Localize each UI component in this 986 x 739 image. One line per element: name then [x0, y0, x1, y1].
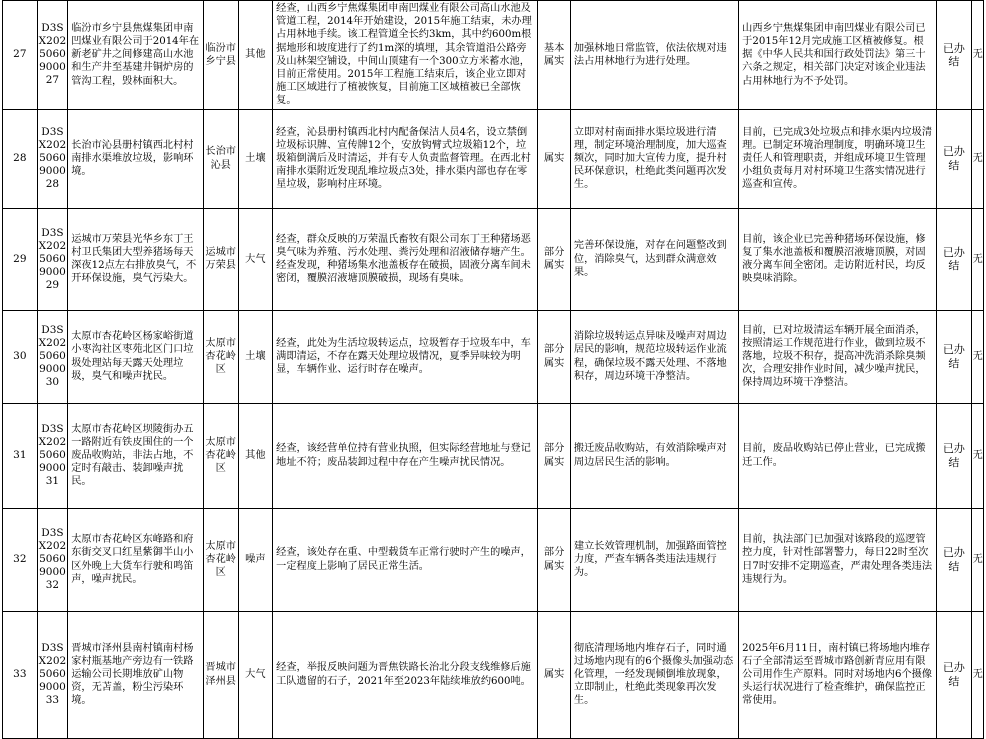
accountability: 无: [971, 310, 983, 403]
administrative-region: 太原市杏花岭区: [203, 403, 238, 508]
verification-result: 部分属实: [538, 208, 571, 310]
row-number: 31: [3, 403, 38, 508]
investigation-findings: 经查，沁县册村镇西北村内配备保洁人员4名，设立禁倒垃圾标识牌、宣传牌12个，安放钩臂式垃圾箱12个，垃圾箱倒满后及时清运，并有专人负责监督管理。在西北村南排水渠附近发现乱堆垃圾点3处，排水渠内部也存在零星垃圾，影响村庄环境。: [273, 109, 538, 208]
pollution-type: 大气: [238, 208, 273, 310]
verification-result: 部分属实: [538, 403, 571, 508]
case-code: D3SX2025060900033: [37, 611, 68, 738]
row-number: 27: [3, 1, 38, 110]
case-status: 已办结: [937, 508, 972, 611]
table-row: [3, 611, 984, 738]
investigation-findings: 经查，群众反映的万荣温氏畜牧有限公司东丁王种猪场恶臭气味为养殖、污水处理、粪污处理和沼液储存塘产生。经查发现，种猪场集水池盖板存在破损，固液分离车间未密闭，覆膜沼液塘顶膜破损，现场有臭味。: [273, 208, 538, 310]
pollution-type: 其他: [238, 1, 273, 110]
accountability: 无: [971, 508, 983, 611]
rectification-measures: 加强林地日常监管，依法依规对违法占用林地行为进行处理。: [570, 1, 738, 110]
pollution-type: 土壤: [238, 109, 273, 208]
rectification-progress: 目前，该企业已完善种猪场环保设施，修复了集水池盖板和覆膜沼液塘顶膜，对固液分离车间全密闭。走访附近村民，均反映臭味消除。: [739, 208, 937, 310]
case-status: 已办结: [937, 310, 972, 403]
complaint-content: 太原市杏花岭区东峰路和府东街交叉口红星紫御半山小区外晚上大货车行驶和鸣笛声，噪声扰民。: [68, 508, 204, 611]
rectification-progress: 目前，执法部门已加强对该路段的巡逻管控力度，针对性部署警力，每日22时至次日7时安排不定期巡查，严肃处理各类违法违规行为。: [739, 508, 937, 611]
row-number: 29: [3, 208, 38, 310]
complaint-content: 太原市杏花岭区杨家峪街道小枣沟社区枣苑北区门口垃圾处理站每天露天处理垃圾，臭气和噪声扰民。: [68, 310, 204, 403]
case-code: D3SX2025060900028: [37, 109, 68, 208]
case-status: 已办结: [937, 403, 972, 508]
table-row: [3, 1, 984, 110]
rectification-measures: 建立长效管理机制，加强路面管控力度，严查车辆各类违法违规行为。: [570, 508, 738, 611]
administrative-region: 运城市万荣县: [203, 208, 238, 310]
table-row: [3, 508, 984, 611]
table-row: [3, 208, 984, 310]
rectification-progress: 2025年6月11日，南村镇已将场地内堆存石子全部清运至晋城市路创新青应用有限公司用作生产原料。同时对场地内6个摄像头运行状况进行了检查维护，确保监控正常使用。: [739, 611, 937, 738]
accountability: 无: [971, 109, 983, 208]
case-code: D3SX2025060900027: [37, 1, 68, 110]
pollution-type: 土壤: [238, 310, 273, 403]
case-status: 已办结: [937, 208, 972, 310]
case-status: 已办结: [937, 611, 972, 738]
accountability: 无: [971, 208, 983, 310]
table-row: [3, 109, 984, 208]
table-row: [3, 403, 984, 508]
administrative-region: 临汾市乡宁县: [203, 1, 238, 110]
complaint-content: 晋城市泽州县南村镇南村杨家村瓶基地产旁边有一铁路运输公司长期堆放矿山物资，无苫盖，粉尘污染环境。: [68, 611, 204, 738]
rectification-measures: 消除垃圾转运点异味及噪声对周边居民的影响，规范垃圾转运作业流程，确保垃圾不露天处理、不落地积存，周边环境干净整洁。: [570, 310, 738, 403]
administrative-region: 太原市杏花岭区: [203, 508, 238, 611]
case-code: D3SX2025060900029: [37, 208, 68, 310]
pollution-type: 大气: [238, 611, 273, 738]
complaint-content: 临汾市乡宁县焦煤集团申南凹煤业有限公司于2014年在新老矿井之间修建高山水池和生产井至基建井铜炉房的管沟工程，毁林面积大。: [68, 1, 204, 110]
administrative-region: 太原市杏花岭区: [203, 310, 238, 403]
rectification-progress: 目前，已对垃圾清运车辆开展全面消杀，按照清运工作规范进行作业，做到垃圾不落地，垃圾不积存，提高冲洗消杀除臭频次，合理安排作业时间，减少噪声扰民，保持周边环境干净整洁。: [739, 310, 937, 403]
row-number: 28: [3, 109, 38, 208]
investigation-findings: 经查，该经营单位持有营业执照，但实际经营地址与登记地址不符；废品装卸过程中存在产生噪声扰民情况。: [273, 403, 538, 508]
row-number: 33: [3, 611, 38, 738]
case-code: D3SX2025060900032: [37, 508, 68, 611]
rectification-progress: 目前，已完成3处垃圾点和排水渠内垃圾清理。已制定环境治理制度，明确环境卫生责任人和管理职责，并组成环境卫生管理小组负责每月对村环境卫生落实情况进行巡查和宣传。: [739, 109, 937, 208]
complaint-content: 长治市沁县册村镇西北村村南排水渠堆放垃圾，影响环境。: [68, 109, 204, 208]
administrative-region: 晋城市泽州县: [203, 611, 238, 738]
case-status: 已办结: [937, 109, 972, 208]
case-code: D3SX2025060900030: [37, 310, 68, 403]
complaint-content: 运城市万荣县光华乡东丁王村卫氏集团大型养猪场每天深夜12点左右排放臭气，不开环保设施，臭气污染大。: [68, 208, 204, 310]
case-table: [2, 0, 984, 739]
verification-result: 属实: [538, 611, 571, 738]
case-status: 已办结: [937, 1, 972, 110]
rectification-measures: 搬迁废品收购站，有效消除噪声对周边居民生活的影响。: [570, 403, 738, 508]
rectification-measures: 完善环保设施，对存在问题整改到位，消除臭气，达到群众满意效果。: [570, 208, 738, 310]
investigation-findings: 经查，山西乡宁焦煤集团申南凹煤业有限公司高山水池及管道工程，2014年开始建设，2015年施工结束，未办理占用林地手续。该工程管道全长约3km，其中约600m根据地形和坡度进行了约1m深的填埋，其余管道沿公路旁及山林架空铺设，中间山顶建有一个300立方米蓄水池，目前正常使用。2015年工程施工结束后，该企业立即对施工区域进行了植被恢复，目前施工区域植被已全部恢复。: [273, 1, 538, 110]
pollution-type: 其他: [238, 403, 273, 508]
verification-result: 部分属实: [538, 310, 571, 403]
investigation-findings: 经查，该处存在重、中型载货车正常行驶时产生的噪声，一定程度上影响了居民正常生活。: [273, 508, 538, 611]
verification-result: 属实: [538, 109, 571, 208]
accountability: 无: [971, 403, 983, 508]
complaint-content: 太原市杏花岭区坝陵街办五一路附近有铁皮围住的一个废品收购站，非法占地，不定时有敲击、装卸噪声扰民。: [68, 403, 204, 508]
investigation-findings: 经查，举报反映问题为晋焦铁路长治北分段支线维修后施工队遗留的石子，2021年至2023年陆续堆放约600吨。: [273, 611, 538, 738]
table-row: [3, 310, 984, 403]
rectification-progress: 目前，废品收购站已停止营业，已完成搬迁工作。: [739, 403, 937, 508]
accountability: 无: [971, 1, 983, 110]
investigation-findings: 经查，此处为生活垃圾转运点，垃圾暂存于垃圾车中，车满即清运，不存在露天处理垃圾情况，夏季异味较为明显，车辆作业、运行时存在噪声。: [273, 310, 538, 403]
accountability: 无: [971, 611, 983, 738]
pollution-type: 噪声: [238, 508, 273, 611]
row-number: 30: [3, 310, 38, 403]
verification-result: 基本属实: [538, 1, 571, 110]
administrative-region: 长治市沁县: [203, 109, 238, 208]
verification-result: 部分属实: [538, 508, 571, 611]
rectification-progress: 山西乡宁焦煤集团申南凹煤业有限公司已于2015年12月完成施工区植被修复。根据《中华人民共和国行政处罚法》第三十六条之规定，相关部门决定对该企业违法占用林地行为不予处罚。: [739, 1, 937, 110]
rectification-measures: 彻底清理场地内堆存石子，同时通过场地内现有的6个摄像头加强动态化管理，一经发现倾倒堆放现象，立即制止，杜绝此类现象再次发生。: [570, 611, 738, 738]
case-code: D3SX2025060900031: [37, 403, 68, 508]
row-number: 32: [3, 508, 38, 611]
rectification-measures: 立即对村南面排水渠垃圾进行清理，制定环境治理制度，加大巡查频次，同时加大宣传力度，提升村民环保意识，杜绝此类问题再次发生。: [570, 109, 738, 208]
